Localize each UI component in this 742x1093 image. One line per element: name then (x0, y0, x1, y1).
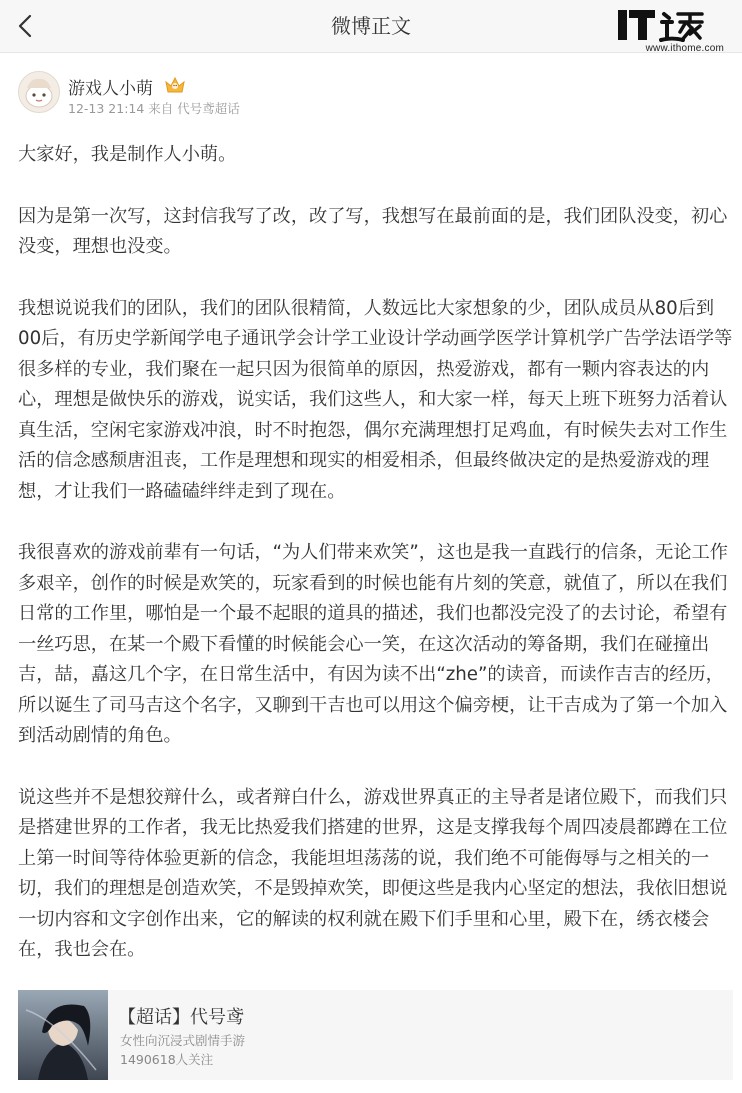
author-avatar[interactable] (18, 71, 60, 113)
avatar-image (19, 72, 59, 112)
topic-description: 女性向沉浸式剧情手游 (120, 1033, 246, 1048)
top-nav-bar (0, 0, 742, 53)
paragraph: 说这些并不是想狡辩什么，或者辩白什么，游戏世界真正的主导者是诸位殿下，而我们只是搭建世界的工作者，我无比热爱我们搭建的世界，这是支撑我每个周四凌晨都蹲在工位上第一时间等待体验更新的信念，我能坦坦荡荡的说，我们绝不可能侮辱与之相关的一切，我们的理想是创造欢笑，不是毁掉欢笑，即便这些是我内心坚定的想法，我依旧想说一切内容和文字创作出来，它的解读的权利就在殿下们手里和心里，殿下在，绣衣楼会在，我也会在。 (18, 786, 728, 960)
post-body (18, 140, 734, 997)
topic-follower-count: 1490618人关注 (120, 1052, 214, 1067)
post-header (18, 71, 718, 117)
author-name[interactable]: 游戏人小萌 (68, 79, 153, 99)
super-topic-card[interactable] (18, 990, 733, 1080)
topic-thumbnail (18, 990, 108, 1080)
post-meta: 12-13 21:14 来自 代号鸢超话 (68, 101, 240, 116)
paragraph: 大家好，我是制作人小萌。 (18, 144, 237, 165)
logo-url: www.ithome.com (645, 43, 724, 54)
topic-title: 【超话】代号鸢 (118, 1007, 244, 1028)
crown-badge-icon (164, 75, 186, 93)
page-title: 微博正文 (331, 14, 411, 38)
paragraph: 因为是第一次写，这封信我写了改，改了写，我想写在最前面的是，我们团队没变，初心没变，理想也没变。 (18, 205, 728, 257)
paragraph: 我想说说我们的团队，我们的团队很精简，人数远比大家想象的少，团队成员从80后到00后，有历史学新闻学电子通讯学会计学工业设计学动画学医学计算机学广告学法语学等很多样的专业，我们聚在一起只因为很简单的原因，热爱游戏，都有一颗内容表达的内心，理想是做快乐的游戏，说实话，我们这些人，和大家一样，每天上班下班努力活着认真生活，空闲宅家游戏冲浪，时不时抱怨，偶尔充满理想打足鸡血，有时候失去对工作生活的信念感颓唐沮丧，工作是理想和现实的相爱相杀，但最终做决定的是热爱游戏的理想，才让我们一路磕磕绊绊走到了现在。 (18, 297, 733, 502)
paragraph: 我很喜欢的游戏前辈有一句话，“为人们带来欢笑”，这也是我一直践行的信条，无论工作多艰辛，创作的时候是欢笑的，玩家看到的时候也能有片刻的笑意，就值了，所以在我们日常的工作里，哪怕是一个最不起眼的道具的描述，我们也都没完没了的去讨论，希望有一丝巧思，在某一个殿下看懂的时候能会心一笑，在这次活动的筹备期，我们在碰撞出吉，喆，嚞这几个字，在日常生活中，有因为读不出“zhe”的读音，而读作吉吉的经历，所以诞生了司马吉这个名字，又聊到干吉也可以用这个偏旁梗，让干吉成为了第一个加入到活动剧情的角色。 (18, 542, 728, 746)
